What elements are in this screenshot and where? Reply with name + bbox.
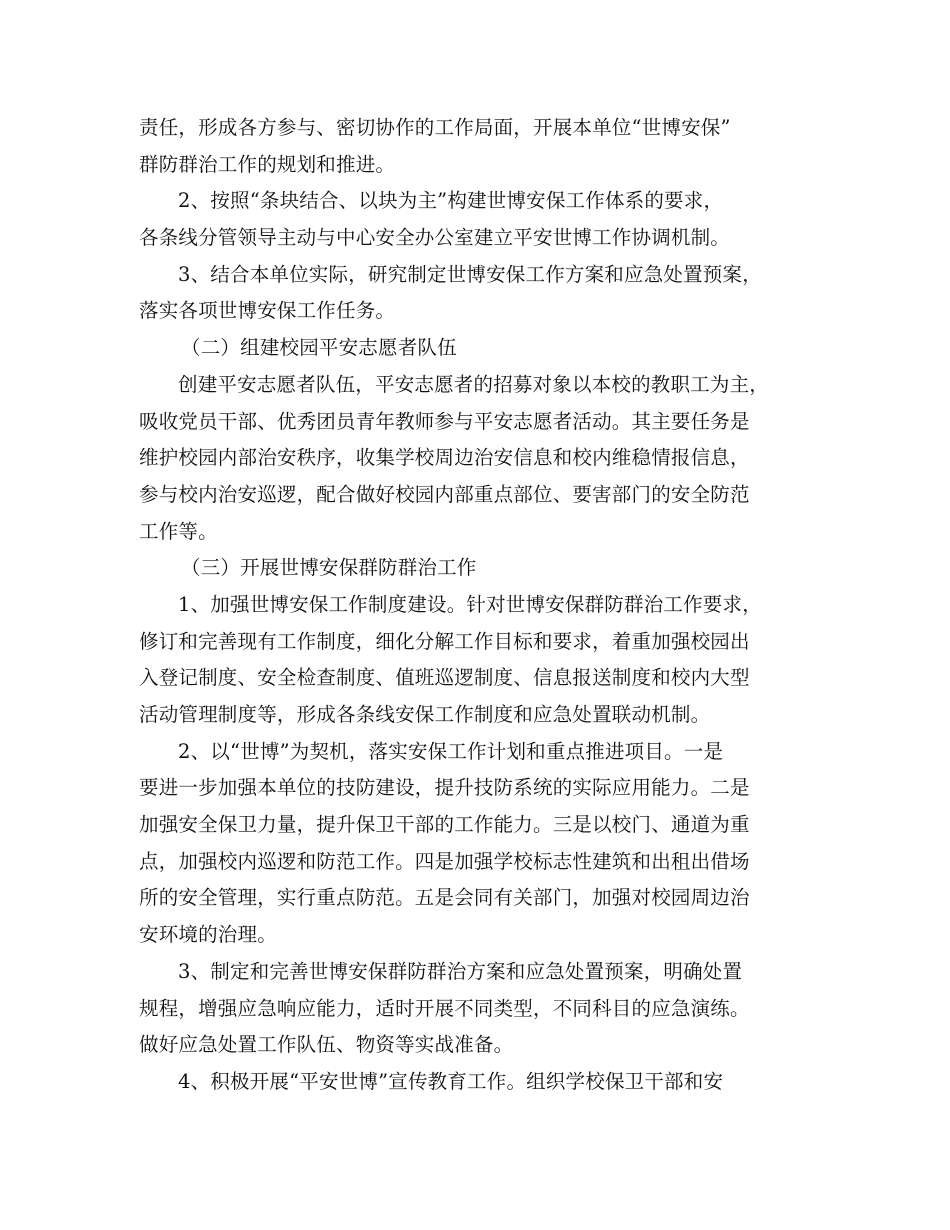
text-line: 群防群治工作的规划和推进。 (139, 152, 396, 176)
paragraph-start-line: 2、按照“条块结合、以块为主”构建世博安保工作体系的要求， (178, 189, 724, 213)
text-line: 吸收党员干部、优秀团员青年教师参与平安志愿者活动。其主要任务是 (139, 409, 750, 433)
paragraph-start-line: 4、积极开展“平安世博”宣传教育工作。组织学校保卫干部和安 (178, 1069, 724, 1093)
paragraph-start-line: 2、以“世博”为契机，落实安保工作计划和重点推进项目。一是 (178, 739, 724, 763)
section-heading: （三）开展世博安保群防群治工作 (181, 556, 477, 580)
text-line: 活动管理制度等，形成各条线安保工作制度和应急处置联动机制。 (139, 703, 711, 726)
text-line: 修订和完善现有工作制度，细化分解工作目标和要求，着重加强校园出 (139, 629, 750, 653)
text-line: 责任，形成各方参与、密切协作的工作局面，开展本单位“世博安保” (139, 116, 731, 139)
paragraph-start-line: 3、结合本单位实际，研究制定世博安保工作方案和应急处置预案， (178, 262, 762, 286)
text-line: 落实各项世博安保工作任务。 (139, 299, 396, 323)
text-line: 所的安全管理，实行重点防范。五是会同有关部门，加强对校园周边治 (139, 886, 750, 910)
text-line: 规程，增强应急响应能力，适时开展不同类型，不同科目的应急演练。 (139, 996, 750, 1020)
text-line: 工作等。 (139, 519, 218, 543)
text-line: 点，加强校内巡逻和防范工作。四是加强学校标志性建筑和出租出借场 (139, 849, 750, 873)
text-line: 参与校内治安巡逻，配合做好校园内部重点部位、要害部门的安全防范 (139, 482, 750, 506)
document-body (139, 110, 829, 1101)
paragraph-start-line: 1、加强世博安保工作制度建设。针对世博安保群防群治工作要求， (178, 592, 762, 616)
section-heading: （二）组建校园平安志愿者队伍 (181, 336, 457, 360)
text-line: 要进一步加强本单位的技防建设，提升技防系统的实际应用能力。二是 (139, 776, 750, 800)
text-line: 安环境的治理。 (139, 923, 277, 947)
text-line: 做好应急处置工作队伍、物资等实战准备。 (139, 1033, 514, 1057)
text-line: 维护校园内部治安秩序，收集学校周边治安信息和校内维稳情报信息， (139, 446, 750, 470)
paragraph-start-line: 3、制定和完善世博安保群防群治方案和应急处置预案，明确处置 (178, 959, 743, 983)
text-line: 加强安全保卫力量，提升保卫干部的工作能力。三是以校门、通道为重 (139, 813, 750, 837)
text-line: 各条线分管领导主动与中心安全办公室建立平安世博工作协调机制。 (139, 226, 731, 250)
paragraph-start-line: 创建平安志愿者队伍，平安志愿者的招募对象以本校的教职工为主， (178, 372, 770, 396)
text-line: 入登记制度、安全检查制度、值班巡逻制度、信息报送制度和校内大型 (139, 666, 750, 690)
